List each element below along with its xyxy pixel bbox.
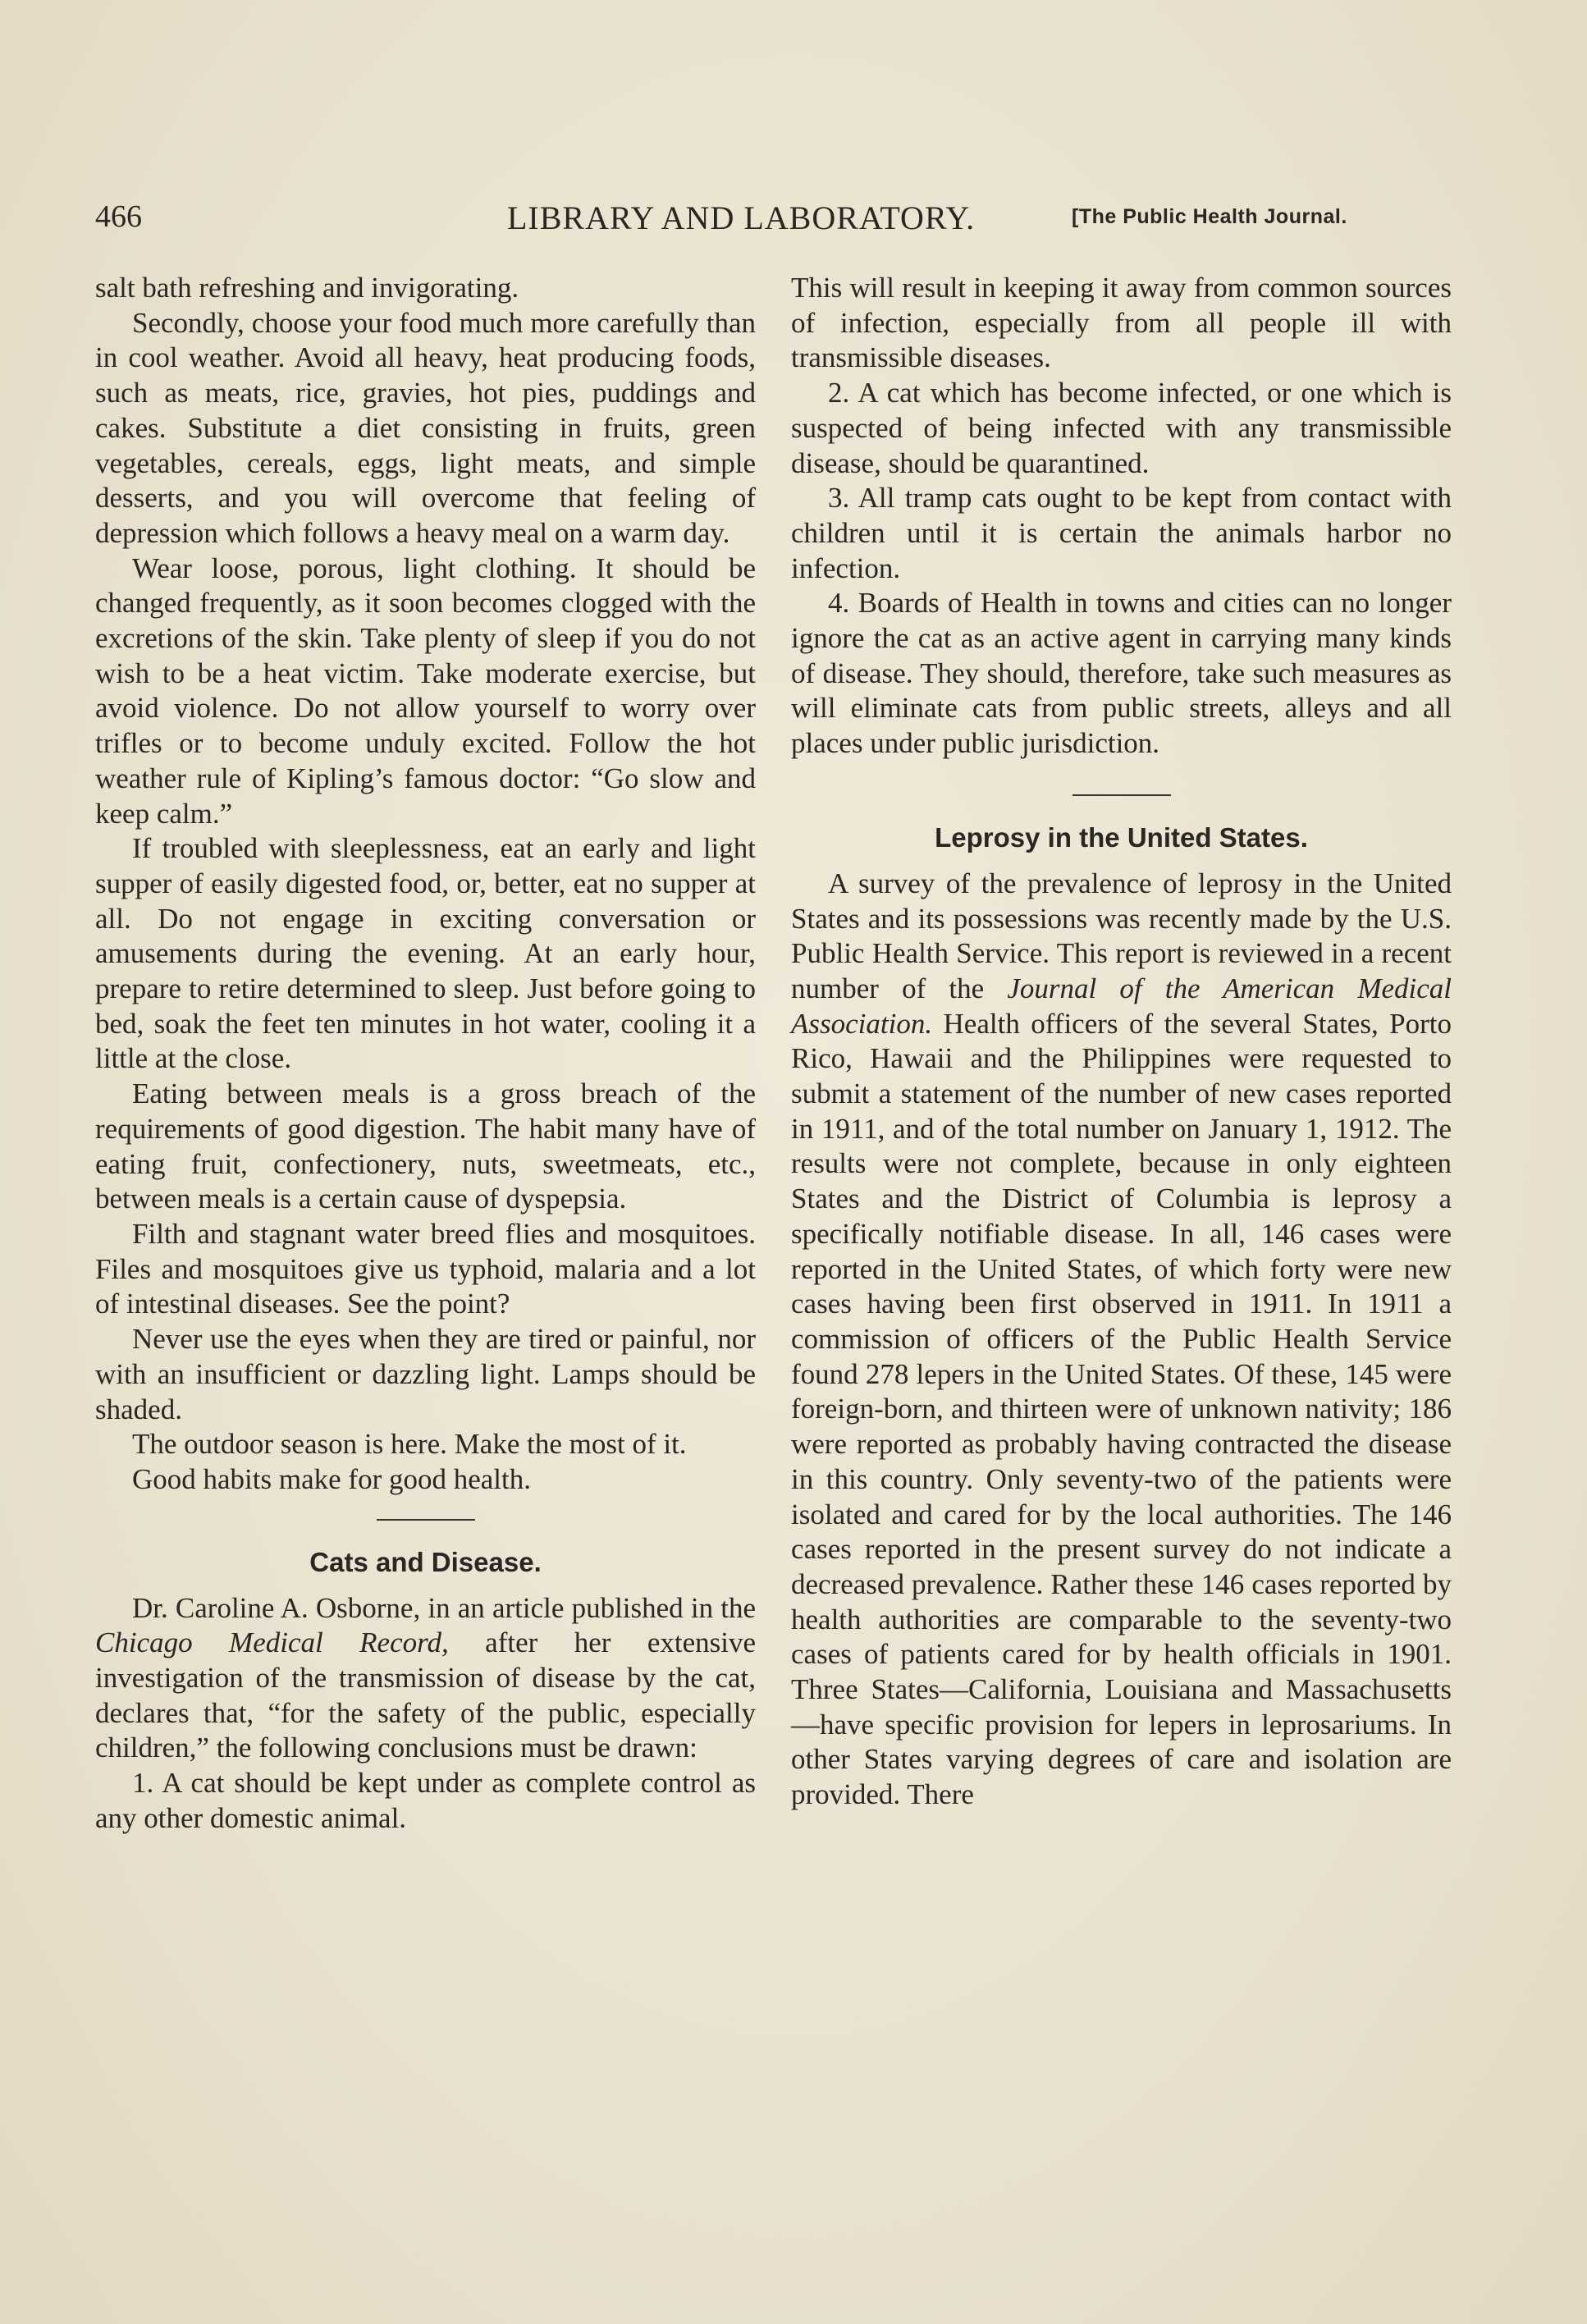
paragraph: 4. Boards of Health in towns and cities can no longer ignore the cat as an active agent in carrying many kinds of disease. They should, therefore, take such measures as will eliminate cats from public streets, alleys and all places under public jurisdiction. bbox=[791, 587, 1452, 760]
text-run: Dr. Caroline A. Osborne, in an article published in the bbox=[132, 1591, 756, 1624]
left-column bbox=[95, 271, 756, 1837]
text-run: Health officers of the several States, Porto Rico, Hawaii and the Philippines were requested to submit a statement of the number of new cases reported in 1911, and of the total number on January 1, 1912. The results were not complete, because in only eighteen States and the District of Columbia is leprosy a specifically notifiable disease. In all, 146 cases were reported in the United States, of which forty were new cases having been first observed in 1911. In 1911 a commission of officers of the Public Health Service found 278 lepers in the United States. Of these, 145 were foreign-born, and thirteen were of unknown nativity; 186 were reported as probably having contracted the disease in this country. Only seventy-two of the patients were isolated and cared for by the local authorities. The 146 cases reported in the present survey do not indicate a decreased prevalence. Rather these 146 cases reported by health authorities are comparable to the seventy-two cases of patients cared for by health officials in 1901. Three States—California, Louisiana and Massachusetts—have specific provision for lepers in leprosariums. In other States varying degrees of care and isolation are provided. There bbox=[791, 1007, 1452, 1811]
journal-title: Journal of the American Medical Association. bbox=[791, 972, 1452, 1040]
page-number: 466 bbox=[95, 199, 142, 234]
paragraph: 2. A cat which has become infected, or one which is suspected of being infected with any transmissible disease, should be quarantined. bbox=[791, 377, 1452, 479]
paragraph: 3. All tramp cats ought to be kept from contact with children until it is certain the animals harbor no infection. bbox=[791, 482, 1452, 584]
right-column bbox=[791, 271, 1452, 1813]
paragraph: 1. A cat should be kept under as complete control as any other domestic animal. bbox=[95, 1767, 756, 1834]
paragraph: Never use the eyes when they are tired or painful, nor with an insufficient or dazzling light. Lamps should be shaded. bbox=[95, 1323, 756, 1425]
paragraph: salt bath refreshing and invigorating. bbox=[95, 272, 519, 304]
paragraph: Secondly, choose your food much more carefully than in cool weather. Avoid all heavy, heat producing foods, such as meats, rice, gravies, hot pies, puddings and cakes. Substitute a diet consisting in fruits, green vegetables, cereals, eggs, light meats, and simple desserts, and you will overcome that feeling of depression which follows a heavy meal on a warm day. bbox=[95, 306, 756, 549]
section-divider bbox=[1072, 794, 1171, 796]
running-header bbox=[95, 199, 1449, 240]
section-heading-cats: Cats and Disease. bbox=[309, 1546, 542, 1577]
journal-name: [The Public Health Journal. bbox=[1072, 205, 1347, 228]
text-run: after her extensive investigation of the transmission of disease by the cat, declares that, “for the safety of the public, especially children,” the following conclusions must be drawn: bbox=[95, 1626, 757, 1764]
text-run: A survey of the prevalence of leprosy in the United States and its possessions was recently made by the U.S. Public Health Service. This report is reviewed in a recent number of the bbox=[791, 867, 1452, 1004]
paragraph: The outdoor season is here. Make the most of it. bbox=[132, 1428, 687, 1461]
paragraph bbox=[95, 1591, 756, 1767]
paragraph: Filth and stagnant water breed flies and mosquitoes. Files and mosquitoes give us typhoid, malaria and a lot of intestinal diseases. See the point? bbox=[95, 1217, 756, 1320]
paragraph bbox=[791, 867, 1452, 1813]
running-title: LIBRARY AND LABORATORY. bbox=[507, 199, 976, 236]
paragraph: Good habits make for good health. bbox=[132, 1462, 532, 1495]
paragraph: Eating between meals is a gross breach of the requirements of good digestion. The habit many have of eating fruit, confectionery, nuts, sweetmeats, etc., between meals is a certain cause of dyspepsia. bbox=[95, 1077, 756, 1215]
paragraph: This will result in keeping it away from common sources of infection, especially from all people ill with transmissible diseases. bbox=[791, 272, 1452, 374]
journal-title: Chicago Medical Record, bbox=[95, 1626, 449, 1659]
paragraph: Wear loose, porous, light clothing. It should be changed frequently, as it soon becomes clogged with the excretions of the skin. Take plenty of sleep if you do not wish to be a heat victim. Take moderate exercise, but avoid violence. Do not allow yourself to worry over trifles or to become unduly excited. Follow the hot weather rule of Kipling’s famous doctor: “Go slow and keep calm.” bbox=[95, 551, 756, 830]
paragraph: If troubled with sleeplessness, eat an early and light supper of easily digested food, or, better, eat no supper at all. Do not engage in exciting conversation or amusements during the evening. At an early hour, prepare to retire determined to sleep. Just before going to bed, soak the feet ten minutes in hot water, cooling it a little at the close. bbox=[95, 832, 756, 1075]
section-heading-leprosy: Leprosy in the United States. bbox=[935, 821, 1308, 853]
section-divider bbox=[377, 1519, 475, 1521]
